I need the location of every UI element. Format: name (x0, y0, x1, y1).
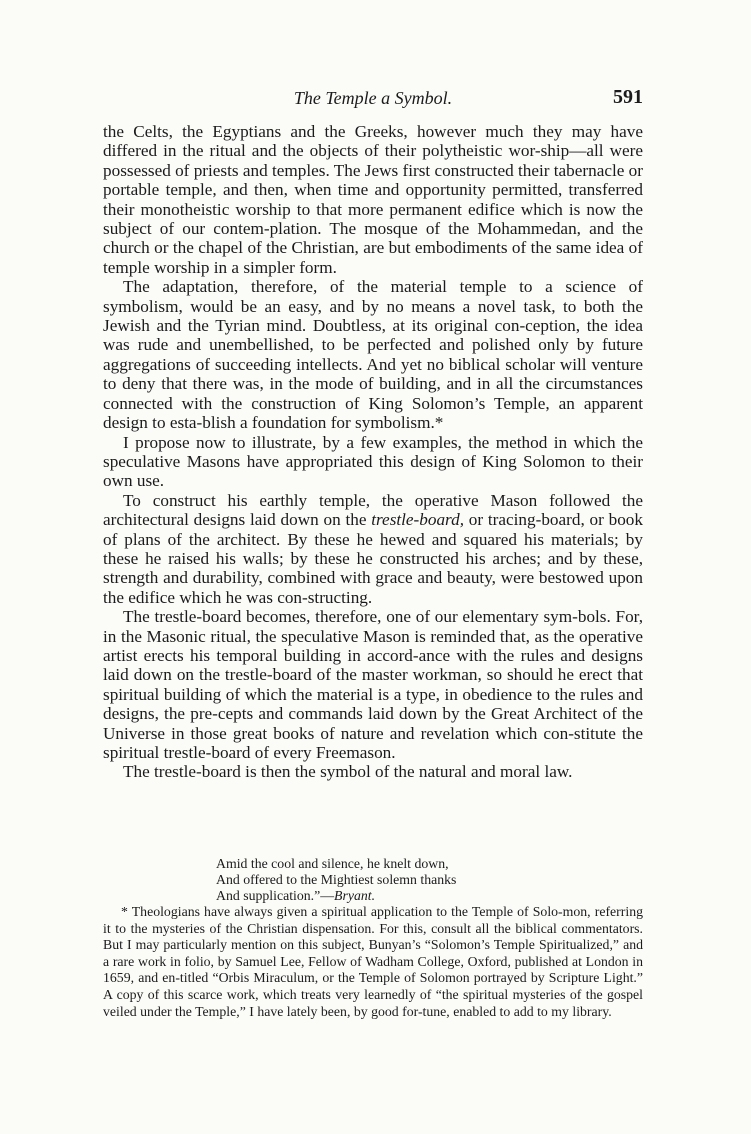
poem-line-text: And supplication.”— (216, 888, 335, 903)
footnote (103, 904, 643, 1020)
poem-line: And offered to the Mightiest solemn thanks (216, 872, 457, 887)
paragraph (103, 607, 643, 762)
paragraph-text: The trestle-board becomes, therefore, one of our elementary sym-bols. For, in the Masonic ritual, the speculative Mason is reminded that, as the operative artist erects his temporal building in accord-ance with the rules and designs laid down on the trestle-board of the master workman, so should he erect that spiritual building of which the material is a type, in obedience to the rules and designs, the pre-cepts and commands laid down by the Great Architect of the Universe in those great books of nature and revelation which con-stitute the spiritual trestle-board of every Freemason. (103, 607, 643, 762)
paragraph-text: or tracing-board, or book of plans of the architect. By these he hewed and squared his materials; by these he raised his walls; by these he constructed his arches; and by these, strength and durability, combined with grace and beauty, were bestowed upon the edifice which he was con-structing. (103, 510, 643, 607)
paragraph-text: The trestle-board is then the symbol of the natural and moral law. (123, 762, 573, 782)
paragraph-text: The adaptation, therefore, of the material temple to a science of symbolism, would be an easy, and by no means a novel task, to both the Jewish and the Tyrian mind. Doubtless, at its original con-ception, the idea was rude and unembellished, to be perfected and polished only by future aggregations of succeeding intellects. And yet no biblical scholar will venture to deny that there was, in the mode of building, and in all the circumstances connected with the construction of King Solomon’s Temple, an apparent design to esta-blish a foundation for symbolism.* (103, 277, 643, 433)
page-number: 591 (613, 86, 643, 108)
paragraph (103, 433, 643, 491)
body-text (103, 122, 643, 782)
running-title: The Temple a Symbol. (293, 88, 453, 108)
poem-quotation (216, 856, 636, 904)
italic-term: trestle-board, (371, 510, 465, 530)
paragraph-text: To construct his earthly temple, the operative Mason followed the architectural designs laid down on the (103, 490, 643, 530)
paragraph-text: the Celts, the Egyptians and the Greeks, however much they may have differed in the ritual and the objects of their polytheistic wor-ship—all were possessed of priests and temples. The Jews first constructed their tabernacle or portable temple, and then, when time and opportunity permitted, transferred their monotheistic worship to that more permanent edifice which is now the subject of our contem-plation. The mosque of the Mohammedan, and the church or the chapel of the Christian, are but embodiments of the same idea of temple worship in a simpler form. (103, 122, 643, 277)
page-header (103, 88, 643, 112)
poem-attribution: Bryant. (334, 888, 376, 903)
poem-line: Amid the cool and silence, he knelt down, (216, 856, 449, 871)
paragraph (103, 122, 643, 277)
footnote-text: * Theologians have always given a spiritual application to the Temple of Solo-mon, referring it to the mysteries of the Christian dispensation. For this, consult all the biblical commentators. But I may particularly mention on this subject, Bunyan’s “Solomon’s Temple Spiritualized,” and a rare work in folio, by Samuel Lee, Fellow of Wadham College, Oxford, published at London in 1659, and en-titled “Orbis Miraculum, or the Temple of Solomon portrayed by Scripture Light.” A copy of this scarce work, which treats very learnedly of “the spiritual mysteries of the gospel veiled under the Temple,” I have lately been, by good for-tune, enabled to add to my library. (103, 904, 643, 1019)
paragraph (103, 762, 643, 781)
paragraph (103, 491, 643, 607)
poem-line (216, 888, 636, 904)
paragraph (103, 277, 643, 432)
paragraph-text: I propose now to illustrate, by a few examples, the method in which the speculative Masons have appropriated this design of King Solomon to their own use. (103, 432, 643, 491)
